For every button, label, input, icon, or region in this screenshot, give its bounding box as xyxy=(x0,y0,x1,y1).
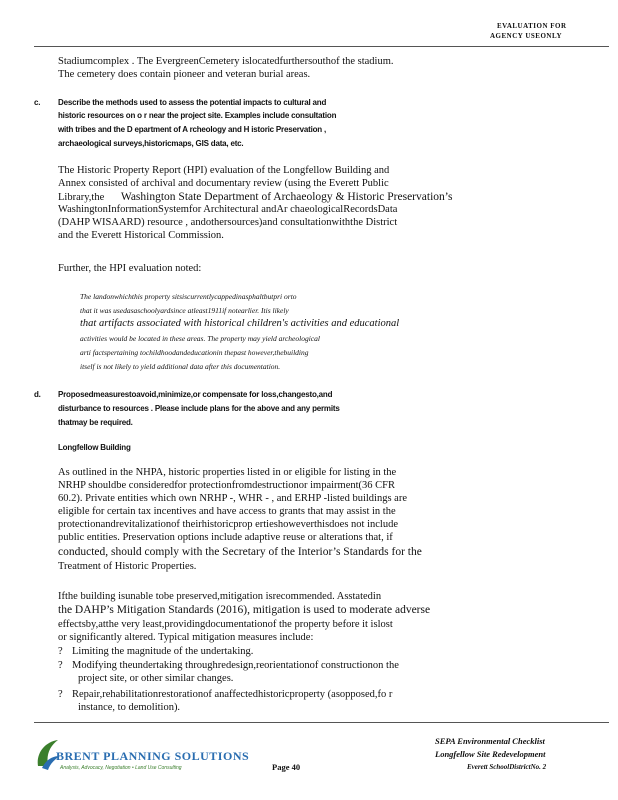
section-d-paragraph: public entities. Preservation options include adaptive reuse or alterations that, if xyxy=(58,532,393,543)
footer-checklist-title: SEPA Environmental Checklist xyxy=(435,736,545,746)
section-c-paragraph: (DAHP WISAARD) resource , andothersources)and consultationwiththe District xyxy=(58,217,398,228)
paragraph-text: Library,the xyxy=(58,192,105,203)
section-d-paragraph: eligible for certain tax incentives and have access to grants that may assist in the xyxy=(58,506,396,517)
section-c-paragraph: WashingtonInformationSystemfor Architectural andAr chaeologicalRecordsData xyxy=(58,204,398,215)
page-number: Page 40 xyxy=(272,762,301,772)
section-d-question: disturbance to resources . Please include plans for the above and any permits xyxy=(58,404,340,413)
section-d-paragraph: protectionandrevitalizationof theirhistoricprop ertieshoweverthisdoes not include xyxy=(58,519,398,530)
section-c-question: archaeological surveys,historicmaps, GIS data, etc. xyxy=(58,139,244,148)
bullet-text: Repair,rehabilitationrestorationof anaffectedhistoricproperty (asopposed,fo r xyxy=(72,689,393,700)
quote-line: arti factspertaining tochildhoodandeducationin thepast however,thebuilding xyxy=(80,348,309,357)
bullet-text: Modifying theundertaking throughredesign,reorientationof constructionon the xyxy=(72,660,399,671)
bullet-continuation: project site, or other similar changes. xyxy=(78,673,234,684)
footer-project-name: Longfellow Site Redevelopment xyxy=(435,749,546,759)
bullet-icon: ? xyxy=(58,646,63,657)
section-c-letter: c. xyxy=(34,98,41,107)
section-c-paragraph: and the Everett Historical Commission. xyxy=(58,230,224,241)
section-c-question: with tribes and the D epartment of A rcheology and H istoric Preservation , xyxy=(58,125,327,134)
section-c-paragraph: The Historic Property Report (HPI) evaluation of the Longfellow Building and xyxy=(58,165,390,176)
bullet-item xyxy=(58,660,399,673)
dahp-name: Washington State Department of Archaeology & Historic Preservation’s xyxy=(120,191,453,203)
section-c-paragraph xyxy=(58,191,452,205)
section-d-paragraph: Treatment of Historic Properties. xyxy=(58,561,197,572)
further-line: Further, the HPI evaluation noted: xyxy=(58,263,202,274)
header-rule xyxy=(34,46,609,47)
company-tagline: Analysis, Advocacy, Negotiation • Land Use Consulting xyxy=(60,765,182,771)
footer-district: Everett SchoolDistrictNo. 2 xyxy=(467,763,547,771)
bullet-text: Limiting the magnitude of the undertaking. xyxy=(72,646,254,657)
section-d-question: thatmay be required. xyxy=(58,418,133,427)
section-c-question: Describe the methods used to assess the potential impacts to cultural and xyxy=(58,98,327,107)
mitigation-paragraph: Ifthe building isunable tobe preserved,mitigation isrecommended. Asstatedin xyxy=(58,591,382,602)
company-logo xyxy=(34,736,250,776)
quote-line: that artifacts associated with historical children's activities and educational xyxy=(80,318,400,329)
mitigation-paragraph: the DAHP’s Mitigation Standards (2016), mitigation is used to moderate adverse xyxy=(58,604,431,616)
intro-line: The cemetery does contain pioneer and veteran burial areas. xyxy=(58,69,311,80)
quote-line: that it was usedasaschoolyardsince atleast1911if notearlier. Itis likely xyxy=(80,306,289,315)
section-d-paragraph: conducted, should comply with the Secretary of the Interior’s Standards for the xyxy=(58,546,422,558)
quote-line: activities would be located in these areas. The property may yield archeological xyxy=(80,334,320,343)
section-d-paragraph: As outlined in the NHPA, historic properties listed in or eligible for listing in the xyxy=(58,467,397,478)
bullet-continuation: instance, to demolition). xyxy=(78,702,181,713)
footer-rule xyxy=(34,722,609,723)
section-d-paragraph: NRHP shouldbe consideredfor protectionfromdestructionor impairment(36 CFR xyxy=(58,480,396,491)
section-c-question: historic resources on o r near the project site. Examples include consultation xyxy=(58,111,337,120)
header-evaluation-label: EVALUATION FOR xyxy=(497,22,567,30)
header-agency-label: AGENCY USEONLY xyxy=(490,32,563,40)
subheading-longfellow-building: Longfellow Building xyxy=(58,443,131,452)
bullet-icon: ? xyxy=(58,689,63,700)
bullet-item xyxy=(58,646,253,659)
bullet-icon: ? xyxy=(58,660,63,671)
bullet-item xyxy=(58,689,392,702)
mitigation-paragraph: effectsby,atthe very least,providingdocumentationof the property before it islost xyxy=(58,619,393,630)
quote-line: The landonwhichthis property sitsiscurrentlycappedinasphaltbutpri orto xyxy=(80,292,297,301)
section-d-question: Proposedmeasurestoavoid,minimize,or compensate for loss,changesto,and xyxy=(58,390,333,399)
quote-line: itself is not likely to yield additional data after this documentation. xyxy=(80,362,281,371)
company-name: BRENT PLANNING SOLUTIONS xyxy=(56,749,250,763)
section-c-paragraph: Annex consisted of archival and documentary review (using the Everett Public xyxy=(58,178,389,189)
mitigation-paragraph: or significantly altered. Typical mitigation measures include: xyxy=(58,632,314,643)
intro-line: Stadiumcomplex . The EvergreenCemetery islocatedfurthersouthof the stadium. xyxy=(58,56,394,67)
section-d-paragraph: 60.2). Private entities which own NRHP -, WHR - , and ERHP -listed buildings are xyxy=(58,493,407,504)
section-d-letter: d. xyxy=(34,390,41,399)
